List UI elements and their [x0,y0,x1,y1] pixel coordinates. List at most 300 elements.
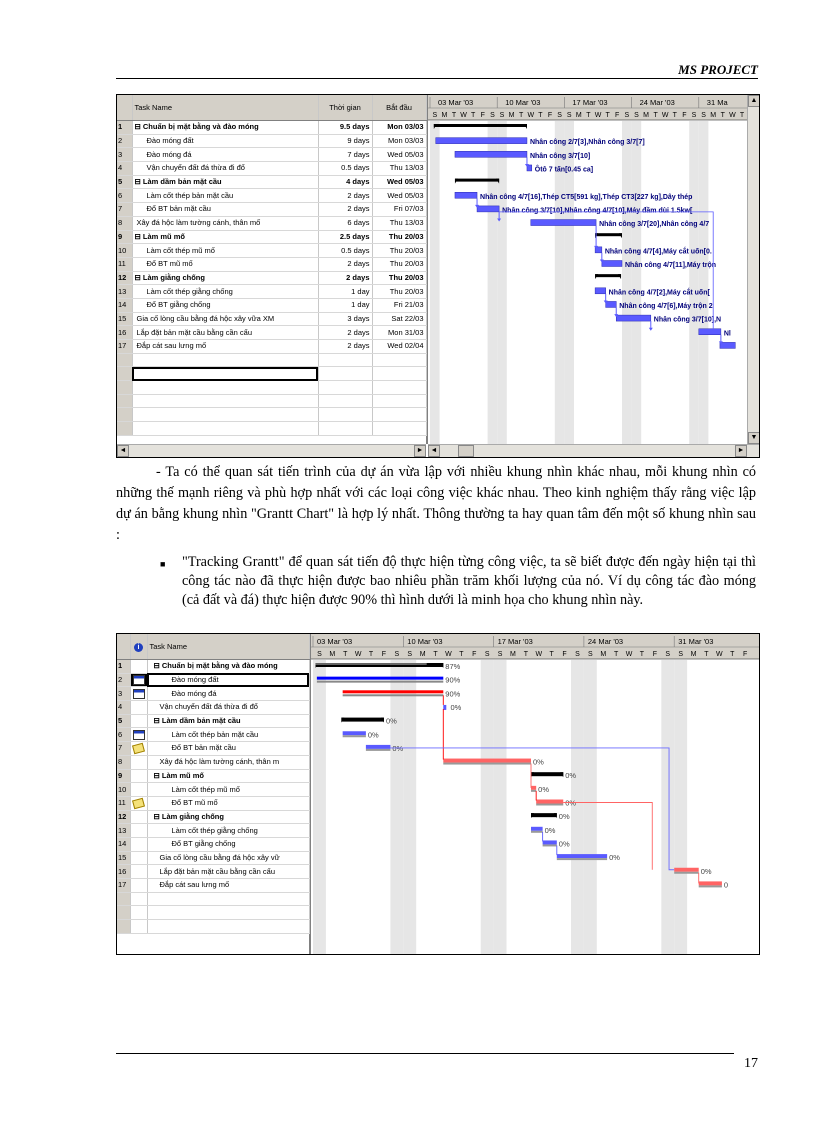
task-row[interactable] [117,162,426,176]
day-label: T [451,112,457,119]
day-label: S [432,112,438,119]
header-title: MS PROJECT [678,62,758,77]
header-rule [116,78,758,79]
task-row[interactable] [117,340,426,354]
task-name-cell[interactable]: Đắp cát sau lưng mố [147,879,309,893]
task-name-cell[interactable]: ⊟ Làm dầm bản mặt cầu [147,714,309,728]
baseline-bar [531,831,543,833]
day-label: S [566,112,572,119]
task-row[interactable] [117,660,309,674]
row-number[interactable]: 15 [117,851,130,865]
table-indicator-icon[interactable] [133,675,145,685]
empty-cell[interactable] [372,381,426,395]
start-cell[interactable]: Wed 05/03 [372,175,426,189]
task-name-cell[interactable]: Đổ BT bản mặt cầu [147,742,309,756]
task-name-cell[interactable]: ⊟ Làm mũ mố [147,769,309,783]
task-name-cell[interactable]: Đổ BT giằng chống [132,298,318,312]
day-label: T [538,112,543,119]
day-label: W [354,651,362,658]
resource-label: Nhân công 2/7[3],Nhân công 3/7[7] [529,139,645,147]
day-label: S [588,651,593,658]
day-label: F [480,112,485,119]
row-number[interactable]: 4 [117,701,130,715]
task-name-cell[interactable]: Đào móng đá [147,687,309,701]
day-label: F [472,651,477,658]
task-row[interactable] [117,687,309,701]
duration-cell[interactable]: 7 days [318,148,372,162]
duration-cell[interactable]: 2.5 days [318,230,372,244]
row-number[interactable]: 16 [117,326,132,340]
row-number[interactable]: 11 [117,796,130,810]
week-label: 10 Mar '03 [505,98,541,107]
empty-cell[interactable] [132,408,318,422]
task-bar [720,342,735,348]
task-name-cell[interactable]: Đào móng đất [147,673,309,687]
duration-cell[interactable]: 3 days [318,312,372,326]
task-row[interactable] [117,728,309,742]
duration-cell[interactable]: 4 days [318,175,372,189]
paragraph-text: - Ta có thể quan sát tiến trình của dự án vừa lập với nhiều khung nhìn khác nhau, mỗi khung nhìn có những thế mạnh riêng và phù hợp nhất với các loại công việc khác nhau. Theo kinh nghiệm thấy rằng việc lập dự án bằng khung nhìn "Grantt Chart" là hợp lý nhất. Thông thường ta hay quan tâm đến một số khung nhìn sau : [116,464,756,543]
task-name-cell[interactable]: Đào móng đất [132,134,318,148]
task-row[interactable] [117,673,309,687]
day-label: S [691,112,697,119]
duration-cell[interactable]: 9.5 days [318,121,372,135]
task-name-cell[interactable]: ⊟ Làm giằng chống [147,810,309,824]
row-header-corner [117,634,130,660]
day-label: M [710,112,717,119]
day-label: T [459,651,464,658]
week-label: 03 Mar '03 [438,98,474,107]
weekend-shade [497,121,507,444]
duration-cell[interactable]: 2 days [318,257,372,271]
empty-row[interactable] [117,422,426,436]
vertical-scrollbar[interactable] [747,95,759,444]
row-number[interactable]: 8 [117,755,130,769]
empty-cell[interactable] [318,367,372,381]
row-number[interactable]: 3 [117,148,132,162]
day-label: T [639,651,645,658]
task-row[interactable] [117,796,309,810]
column-header-start[interactable]: Bắt đầu [372,95,426,121]
day-label: W [594,112,602,119]
start-cell[interactable]: Mon 31/03 [372,326,426,340]
empty-cell[interactable] [372,353,426,367]
row-number[interactable]: 8 [117,216,132,230]
empty-cell[interactable] [132,394,318,408]
row-header-corner [117,95,132,121]
sheet-horizontal-scrollbar[interactable] [117,444,426,457]
weekend-shade [403,660,416,954]
empty-cell [130,920,147,934]
row-number[interactable]: 16 [117,865,130,879]
start-cell[interactable]: Fri 21/03 [372,298,426,312]
task-name-cell[interactable]: Gia cố lòng cầu bằng đá hộc xây vữa XM [132,312,318,326]
resource-label: Nhân công 4/7[4],Máy cắt uốn[0. [604,248,712,256]
weekend-shade [494,660,507,954]
empty-cell[interactable] [372,408,426,422]
start-cell[interactable]: Thu 20/03 [372,244,426,258]
start-cell[interactable]: Fri 07/03 [372,203,426,217]
scroll-right-button[interactable]: ► [414,445,426,457]
row-number[interactable]: 1 [117,121,132,135]
day-label: S [701,112,706,119]
empty-row[interactable] [117,906,309,920]
baseline-bar [343,735,366,737]
indicator-cell [130,865,147,879]
task-name-cell[interactable]: ⊟ Chuẩn bị mặt bằng và đào móng [147,660,309,674]
task-row[interactable] [117,851,309,865]
task-row[interactable] [117,271,426,285]
task-row[interactable] [117,175,426,189]
task-bar [699,881,722,885]
empty-cell[interactable] [147,892,309,906]
start-cell[interactable]: Thu 20/03 [372,230,426,244]
start-cell[interactable]: Wed 05/03 [372,189,426,203]
duration-cell[interactable]: 0.5 days [318,162,372,176]
duration-cell[interactable]: 2 days [318,340,372,354]
day-label: S [394,651,400,658]
task-name-cell[interactable]: Làm cốt thép mũ mố [147,783,309,797]
task-row[interactable] [117,230,426,244]
chart-scroll-left-button[interactable]: ◄ [428,445,440,457]
task-name-cell[interactable]: Vận chuyển đất đá thừa đi đổ [147,701,309,715]
note-indicator-icon[interactable] [132,797,145,809]
baseline-bar [366,749,391,751]
empty-cell[interactable] [147,920,309,934]
day-label: T [471,112,476,119]
row-number[interactable]: 11 [117,257,132,271]
week-label: 17 Mar '03 [497,637,533,646]
task-name-cell[interactable]: Làm cốt thép mũ mố [132,244,318,258]
summary-progress [316,663,427,665]
row-number[interactable]: 7 [117,203,132,217]
row-number-empty [117,906,130,920]
row-number[interactable]: 17 [117,879,130,893]
task-name-cell[interactable]: Đổ BT mũ mố [132,257,318,271]
day-label: F [682,112,687,119]
row-number[interactable]: 2 [117,134,132,148]
task-bar [674,868,699,872]
task-row[interactable] [117,285,426,299]
row-number[interactable]: 15 [117,312,132,326]
empty-row[interactable] [117,353,426,367]
row-number[interactable]: 3 [117,687,130,701]
row-number[interactable]: 9 [117,769,130,783]
duration-cell[interactable]: 9 days [318,134,372,148]
square-bullet-icon: ■ [160,559,166,569]
resource-label: Nhân công 3/7[20],Nhân công 4/7 [599,221,710,229]
empty-cell[interactable] [318,353,372,367]
day-label: S [484,651,490,658]
percent-label: 87% [445,662,461,671]
week-label: 24 Mar '03 [639,98,675,107]
chart-scroll-thumb[interactable] [458,445,474,457]
empty-row[interactable] [117,367,426,381]
task-row[interactable] [117,312,426,326]
task-row[interactable] [117,326,426,340]
tracking-task-sheet [117,634,311,954]
duration-cell[interactable]: 0.5 days [318,244,372,258]
info-icon: i [134,643,143,652]
empty-cell[interactable] [318,422,372,436]
day-label: W [527,112,535,119]
empty-row[interactable] [117,920,309,934]
day-label: M [643,112,649,119]
row-number-empty [117,353,132,367]
empty-cell[interactable] [132,353,318,367]
task-name-cell[interactable]: ⊟ Làm giằng chống [132,271,318,285]
task-row[interactable] [117,783,309,797]
start-cell[interactable]: Thu 20/03 [372,271,426,285]
empty-cell[interactable] [318,394,372,408]
task-row[interactable] [117,755,309,769]
dependency-arrow [649,328,653,331]
indicator-cell [130,851,147,865]
note-indicator-icon[interactable] [132,743,145,755]
resource-label: Nhân công 3/7[10],N [653,316,722,324]
percent-label: 0% [565,798,577,808]
actual-bar [317,677,443,680]
scroll-left-button[interactable]: ◄ [117,445,129,457]
empty-row[interactable] [117,394,426,408]
task-name-cell[interactable]: Đổ BT giằng chống [147,837,309,851]
task-name-cell[interactable]: Làm cốt thép giằng chống [132,285,318,299]
task-name-cell[interactable]: Đắp cát sau lưng mố [132,340,318,354]
start-cell[interactable]: Sat 22/03 [372,312,426,326]
column-header-duration[interactable]: Thời gian [318,95,372,121]
day-label: S [575,651,580,658]
day-label: S [490,112,495,119]
task-name-cell[interactable]: ⊟ Làm dầm bản mặt cầu [132,175,318,189]
row-number[interactable]: 6 [117,189,132,203]
footer-rule [116,1053,734,1054]
task-bar [343,731,366,735]
duration-cell[interactable]: 2 days [318,271,372,285]
task-name-cell[interactable]: Xây đá hộc làm tường cánh, thân mố [132,216,318,230]
day-label: F [562,651,567,658]
start-cell[interactable]: Thu 13/03 [372,216,426,230]
task-bar [557,854,607,858]
row-number[interactable]: 1 [117,660,130,674]
table-indicator-icon[interactable] [133,730,145,740]
gantt-chart-screenshot [116,94,760,458]
row-number[interactable]: 9 [117,230,132,244]
percent-label: 0% [544,825,556,835]
row-number[interactable]: 12 [117,810,130,824]
task-name-cell[interactable]: ⊟ Chuẩn bị mặt bằng và đào móng [132,121,318,135]
task-row[interactable] [117,121,426,135]
row-number[interactable]: 5 [117,714,130,728]
task-name-cell[interactable]: Lắp đặt bản mặt cầu bằng cần cẩu [132,326,318,340]
empty-cell[interactable] [318,381,372,395]
start-cell[interactable]: Thu 20/03 [372,285,426,299]
task-name-cell[interactable]: ⊟ Làm mũ mố [132,230,318,244]
gantt-chart-area [428,95,748,444]
task-name-cell[interactable]: Đổ BT mũ mố [147,796,309,810]
day-label: T [653,112,658,119]
task-name-cell[interactable]: Vận chuyển đất đá thừa đi đổ [132,162,318,176]
empty-cell[interactable] [372,394,426,408]
empty-cell[interactable] [372,422,426,436]
weekend-shade [313,660,326,954]
task-row[interactable] [117,810,309,824]
start-cell[interactable]: Wed 02/04 [372,340,426,354]
day-label: M [419,651,426,658]
task-row[interactable] [117,148,426,162]
task-row[interactable] [117,203,426,217]
task-row[interactable] [117,879,309,893]
duration-cell[interactable]: 6 days [318,216,372,230]
day-label: W [729,112,736,119]
task-name-cell[interactable]: Lắp đặt bản mặt cầu bằng cần cẩu [147,865,309,879]
row-number-empty [117,892,130,906]
duration-cell[interactable]: 2 days [318,189,372,203]
tracking-gantt-area [311,634,759,954]
row-number[interactable]: 7 [117,742,130,756]
scroll-up-button[interactable]: ▲ [748,95,760,107]
day-label: T [672,112,677,119]
day-label: T [549,651,554,658]
task-name-cell[interactable]: Đổ BT bản mặt cầu [132,203,318,217]
row-number[interactable]: 4 [117,162,132,176]
day-label: W [535,651,543,658]
task-row[interactable] [117,701,309,715]
task-name-cell[interactable]: Gia cố lòng cầu bằng đá hộc xây vữ [147,851,309,865]
task-bar [443,759,531,763]
start-cell[interactable]: Thu 20/03 [372,257,426,271]
dependency-link [499,212,713,330]
row-number[interactable]: 2 [117,673,130,687]
task-bar [616,315,651,321]
task-row[interactable] [117,216,426,230]
task-name-cell[interactable]: Làm cốt thép giằng chống [147,824,309,838]
day-label: M [575,112,582,119]
task-row[interactable] [117,742,309,756]
row-number[interactable]: 5 [117,175,132,189]
scroll-down-button[interactable]: ▼ [748,432,760,444]
day-label: S [407,651,413,658]
task-row[interactable] [117,837,309,851]
empty-cell[interactable] [132,422,318,436]
task-row[interactable] [117,824,309,838]
empty-cell [130,892,147,906]
week-label: 31 Ma [706,98,728,107]
percent-label: 0% [565,771,577,781]
task-bar [436,138,527,144]
row-number[interactable]: 17 [117,340,132,354]
day-label: T [433,651,438,658]
resource-label: Nhân công 3/7[10] [529,152,591,160]
task-name-cell[interactable]: Làm cốt thép bản mặt cầu [147,728,309,742]
column-header-task-name[interactable]: Task Name [147,634,309,660]
duration-cell[interactable]: 2 days [318,203,372,217]
chart-horizontal-scrollbar[interactable] [428,444,759,457]
day-label: S [557,112,562,119]
empty-cell[interactable] [318,408,372,422]
row-number-empty [117,367,132,381]
task-row[interactable] [117,865,309,879]
row-number[interactable]: 14 [117,298,132,312]
task-bar [699,329,721,335]
duration-cell[interactable]: 2 days [318,326,372,340]
row-number-empty [117,408,132,422]
indicator-column-header [130,634,147,660]
task-row[interactable] [117,257,426,271]
day-label: F [652,651,657,658]
resource-label: Nhân công 3/7[10],Nhân công 4/7[10],Máy đầm dùi 1.5kw[ [502,207,693,215]
empty-cell[interactable] [147,906,309,920]
day-label: T [605,112,610,119]
week-label: 10 Mar '03 [407,637,443,646]
actual-bar [343,690,444,693]
empty-row[interactable] [117,892,309,906]
day-label: T [523,651,528,658]
resource-label: Nhân công 4/7[6],Máy trộn 2 [619,302,713,310]
duration-cell[interactable]: 1 day [318,285,372,299]
day-label: T [704,651,709,658]
percent-label: 0% [558,812,570,822]
percent-label: 0% [385,716,397,726]
empty-cell[interactable] [372,367,426,381]
task-row[interactable] [117,134,426,148]
day-label: S [497,651,503,658]
row-number[interactable]: 13 [117,285,132,299]
task-bar [366,745,391,749]
start-cell[interactable]: Thu 13/03 [372,162,426,176]
chart-scroll-right-button[interactable]: ► [735,445,747,457]
task-row[interactable] [117,769,309,783]
empty-cell[interactable] [132,367,318,381]
percent-label: 0 [723,880,729,890]
row-number[interactable]: 13 [117,824,130,838]
table-indicator-icon[interactable] [133,689,145,699]
duration-cell[interactable]: 1 day [318,298,372,312]
day-label: M [329,651,336,658]
day-label: M [510,651,516,658]
task-row[interactable] [117,298,426,312]
row-number[interactable]: 10 [117,783,130,797]
task-row[interactable] [117,714,309,728]
start-cell[interactable]: Mon 03/03 [372,121,426,135]
task-row[interactable] [117,244,426,258]
day-label: S [678,651,683,658]
percent-label: 0% [558,839,570,849]
row-number[interactable]: 6 [117,728,130,742]
task-name-cell[interactable]: Xây đá hộc làm tường cánh, thân m [147,755,309,769]
indicator-cell [130,660,147,674]
task-row[interactable] [117,189,426,203]
baseline-bar [343,694,444,696]
row-number[interactable]: 12 [117,271,132,285]
start-cell[interactable]: Mon 03/03 [372,134,426,148]
task-bar [531,220,596,226]
task-name-cell[interactable]: Làm cốt thép bản mặt cầu [132,189,318,203]
indicator-cell [130,714,147,728]
resource-label: Nhân công 4/7[2],Máy cắt uốn[ [608,289,710,297]
start-cell[interactable]: Wed 05/03 [372,148,426,162]
row-number[interactable]: 14 [117,837,130,851]
empty-row[interactable] [117,408,426,422]
row-number[interactable]: 10 [117,244,132,258]
empty-row[interactable] [117,381,426,395]
task-bar [455,192,477,198]
weekend-shade [622,121,632,444]
empty-cell[interactable] [132,381,318,395]
column-header-task-name[interactable]: Task Name [132,95,318,121]
percent-label: 0% [538,784,550,794]
task-sheet [117,95,428,444]
task-name-cell[interactable]: Đào móng đá [132,148,318,162]
